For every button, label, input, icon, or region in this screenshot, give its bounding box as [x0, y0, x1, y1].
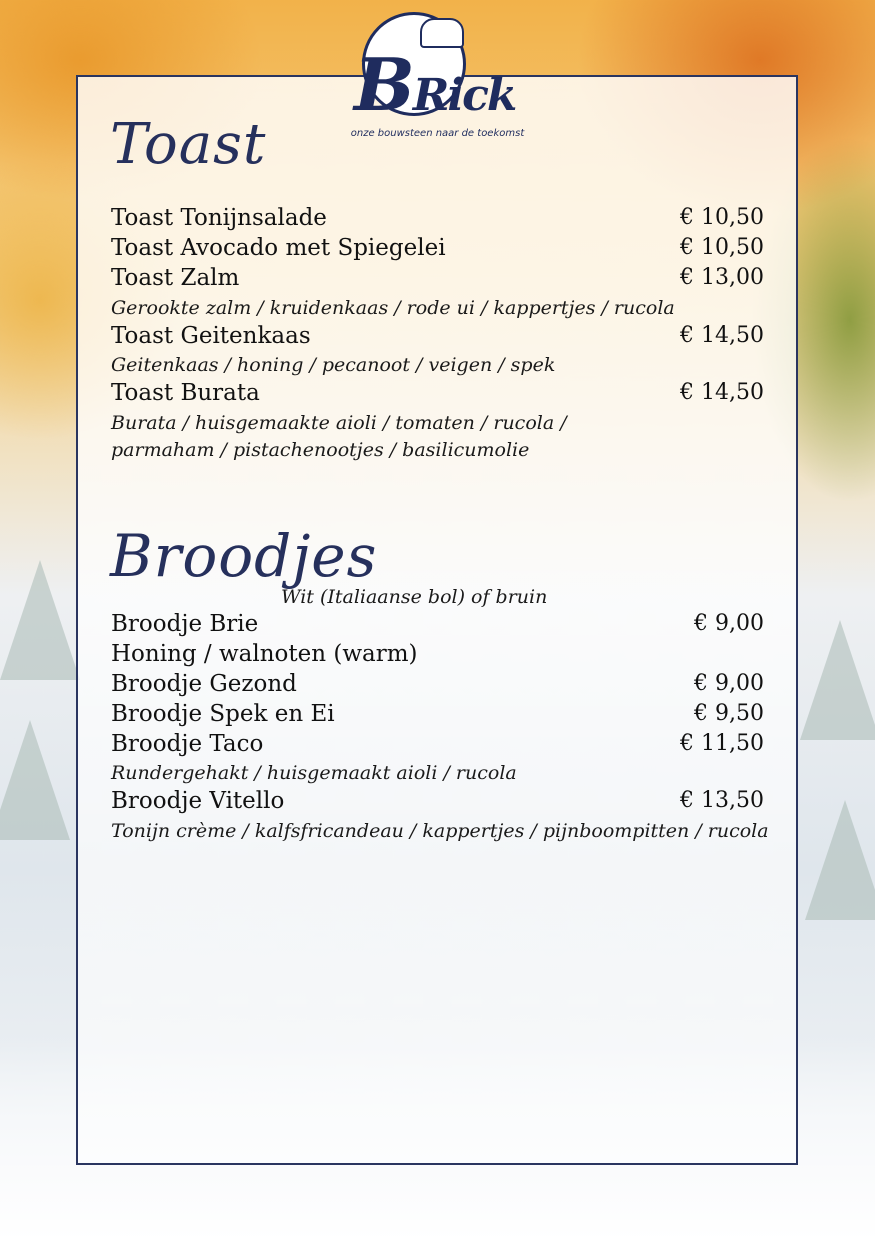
item-description: Tonijn crème / kalfsfricandeau / kappertjes / pijnboompitten / rucola — [111, 820, 769, 842]
item-price: € 10,50 — [680, 235, 764, 260]
item-price: € 13,00 — [680, 265, 764, 290]
item-name: Broodje Brie — [111, 611, 259, 637]
item-price: € 9,00 — [694, 671, 764, 696]
background-tree — [805, 800, 875, 920]
item-price: € 13,50 — [680, 788, 764, 813]
item-name: Toast Zalm — [111, 265, 240, 291]
item-name: Toast Tonijnsalade — [111, 205, 327, 231]
item-price: € 9,00 — [694, 611, 764, 636]
item-name: Toast Burata — [111, 380, 260, 406]
menu-item — [111, 701, 764, 731]
menu-item — [111, 788, 764, 818]
background-tree — [0, 560, 80, 680]
background-tree — [800, 620, 875, 740]
menu-item — [111, 235, 764, 265]
item-price: € 11,50 — [680, 731, 764, 756]
item-description: parmaham / pistachenootjes / basilicumolie — [111, 439, 530, 461]
item-description: Geitenkaas / honing / pecanoot / veigen / spek — [111, 354, 556, 376]
item-name: Broodje Taco — [111, 731, 264, 757]
item-name: Broodje Gezond — [111, 671, 297, 697]
item-price: € 14,50 — [680, 323, 764, 348]
item-description: Burata / huisgemaakte aioli / tomaten / rucola / — [111, 412, 567, 434]
menu-item — [111, 323, 764, 353]
item-description: Rundergehakt / huisgemaakt aioli / rucola — [111, 762, 517, 784]
item-price: € 9,50 — [694, 701, 764, 726]
item-name: Broodje Vitello — [111, 788, 285, 814]
menu-item — [111, 380, 764, 410]
logo-wordmark: BRick — [354, 42, 516, 127]
item-description: Gerookte zalm / kruidenkaas / rode ui / kappertjes / rucola — [111, 297, 675, 319]
item-name: Toast Geitenkaas — [111, 323, 311, 349]
item-name: Broodje Spek en Ei — [111, 701, 335, 727]
item-price: € 14,50 — [680, 380, 764, 405]
menu-item — [111, 205, 764, 235]
brick-logo — [350, 8, 525, 146]
menu-item — [111, 265, 764, 295]
item-price: € 10,50 — [680, 205, 764, 230]
menu-item — [111, 611, 764, 641]
logo-tagline: onze bouwsteen naar de toekomst — [350, 128, 525, 139]
menu-item — [111, 641, 764, 671]
menu-item — [111, 731, 764, 761]
menu-item — [111, 671, 764, 701]
bread-choice-note: Wit (Italiaanse bol) of bruin — [281, 586, 548, 608]
section-heading-broodjes: Broodjes — [110, 522, 378, 590]
section-heading-toast: Toast — [110, 112, 267, 177]
item-name: Toast Avocado met Spiegelei — [111, 235, 446, 261]
background-tree — [0, 720, 70, 840]
item-name: Honing / walnoten (warm) — [111, 641, 418, 667]
